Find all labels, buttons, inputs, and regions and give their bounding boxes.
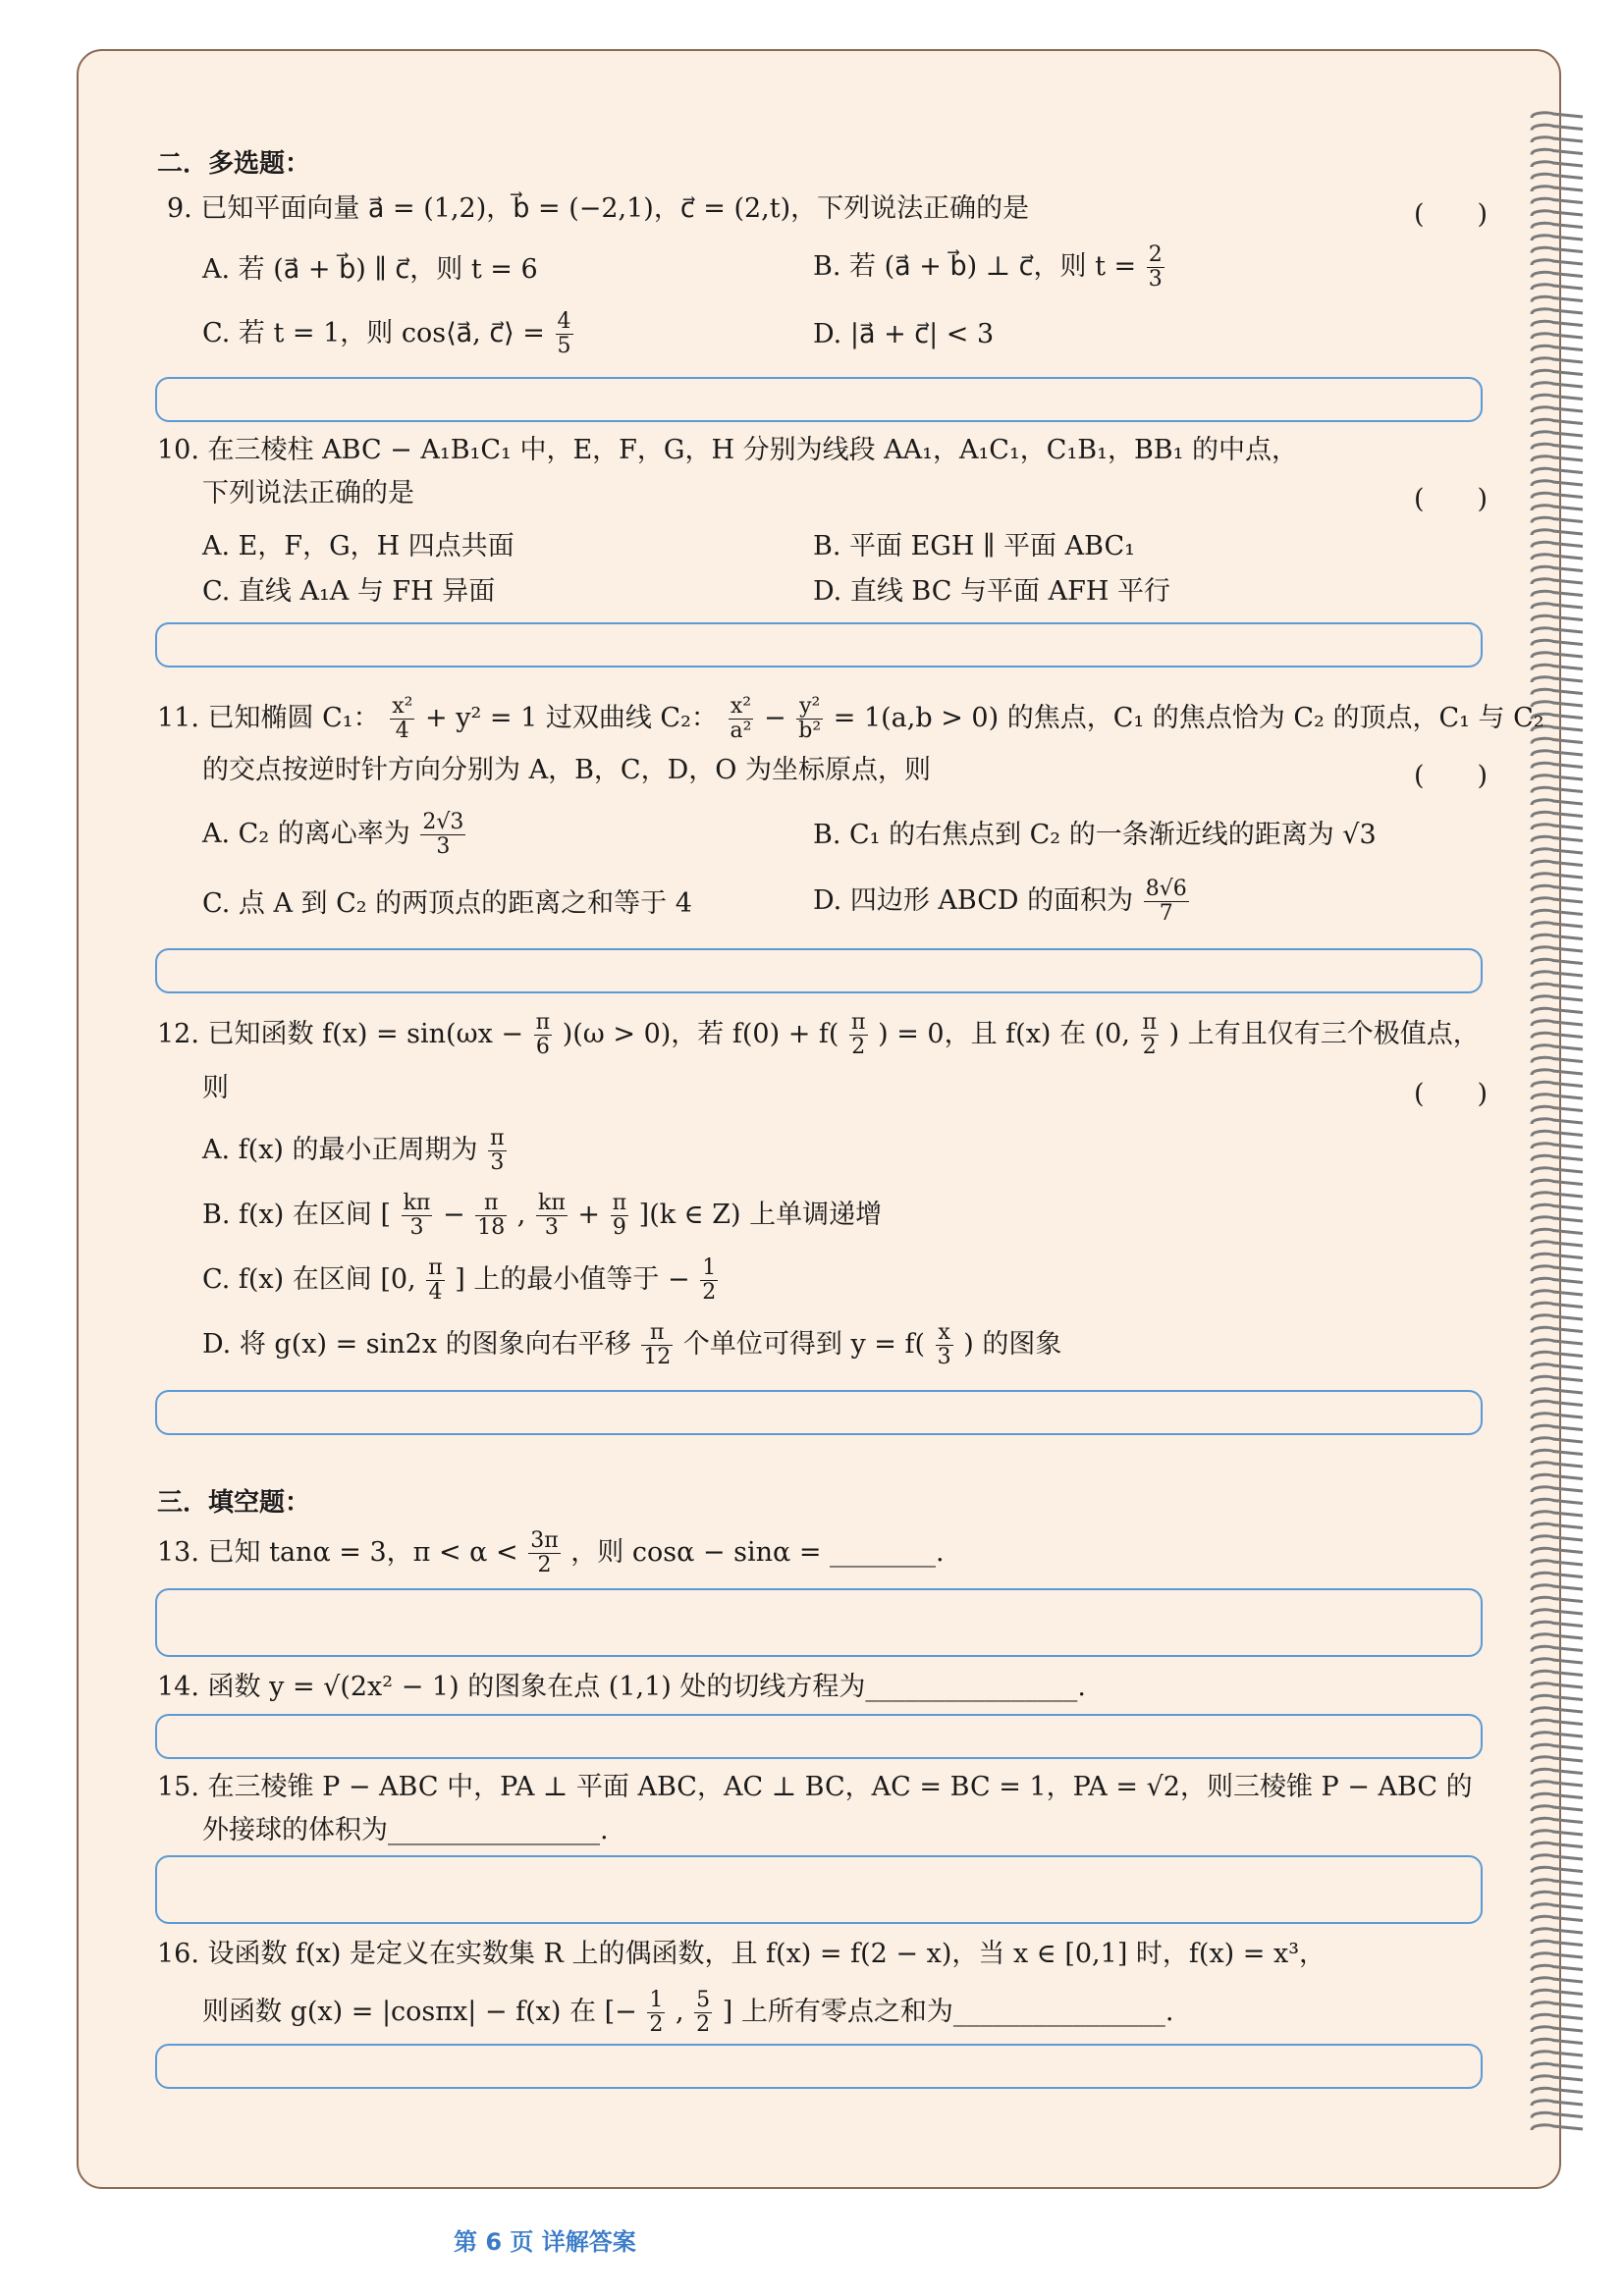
q9-answer-paren: ( ) (1414, 199, 1489, 230)
q12-stem-line1: 12. 已知函数 f(x) = sin(ωx − $\frac{\pi}{6}$ )(ω > 0)，若 f(0) + f( $\frac{\pi}{2}$ ) = 0，且 f(x) 在 (0, $\frac{\pi}{2}$ ) 上有且仅有三个极值点， (157, 1010, 1480, 1059)
q16-stem-line1: 16. 设函数 f(x) 是定义在实数集 R 上的偶函数，且 f(x) = f(2 − x)，当 x ∈ [0,1] 时，f(x) = x³， (157, 1939, 1326, 1969)
q9-answer-box[interactable] (155, 377, 1483, 422)
q11-option-d: D. 四边形 ABCD 的面积为 $\frac{8√6}{7}$ (813, 877, 1187, 926)
q11-option-c: C. 点 A 到 C₂ 的两顶点的距离之和等于 4 (202, 888, 692, 919)
q14-answer-box[interactable] (155, 1714, 1483, 1759)
q11-stem-line1: 11. 已知椭圆 C₁： $\frac{\text{x²}}{4}$ + y² = 1 过双曲线 C₂： $\frac{\text{x²}}{\text{a²}}$ − $\frac{\text{y²}}{\text{b²}}$ = 1(a,b > 0) 的焦点，C₁ 的焦点恰为 C₂ 的顶点，C₁ 与 C₂ (157, 694, 1544, 743)
q13-stem: 13. 已知 tanα = 3，π < α < $\frac{3\pi}{2}$ ，则 cosα − sinα = ________. (157, 1528, 945, 1577)
q11-stem-line2: 的交点按逆时针方向分别为 A，B，C，D，O 为坐标原点，则 (202, 755, 931, 785)
section-heading-fill-blank: 三．填空题： (157, 1488, 311, 1518)
q12-option-a: A. f(x) 的最小正周期为 $\frac{\pi}{3}$ (202, 1126, 505, 1175)
q10-stem-line2: 下列说法正确的是 (202, 478, 414, 508)
q12-answer-paren: ( ) (1414, 1079, 1489, 1109)
q11-option-a: A. C₂ 的离心率为 $\frac{2√3}{3}$ (202, 810, 464, 859)
q12-option-c: C. f(x) 在区间 [0, $\frac{\pi}{4}$ ] 上的最小值等于 − $\frac{1}{2}$ (202, 1255, 717, 1305)
q10-option-c: C. 直线 A₁A 与 FH 异面 (202, 576, 496, 607)
q12-option-b: B. f(x) 在区间 [ $\frac{k\pi}{3}$ − $\frac{\pi}{18}$ , $\frac{k\pi}{3}$ + $\frac{\pi}{9}$ ](k ∈ Z) 上单调递增 (202, 1191, 883, 1240)
q11-answer-box[interactable] (155, 948, 1483, 993)
q11-answer-paren: ( ) (1414, 761, 1489, 791)
q16-stem-line2: 则函数 g(x) = |cosπx| − f(x) 在 [− $\frac{1}{2}$ , $\frac{5}{2}$ ] 上所有零点之和为________________. (202, 1988, 1174, 2037)
q15-stem-line1: 15. 在三棱锥 P − ABC 中，PA ⊥ 平面 ABC，AC ⊥ BC，AC = BC = 1，PA = √2，则三棱锥 P − ABC 的 (157, 1772, 1473, 1802)
q11-option-b: B. C₁ 的右焦点到 C₂ 的一条渐近线的距离为 √3 (813, 820, 1377, 850)
q10-option-d: D. 直线 BC 与平面 AFH 平行 (813, 576, 1170, 607)
q14-stem: 14. 函数 y = √(2x² − 1) 的图象在点 (1,1) 处的切线方程为________________. (157, 1672, 1086, 1702)
q9-option-b: B. 若 (a⃗ + b⃗) ⊥ c⃗，则 t = $\frac{2}{3}$ (813, 242, 1163, 292)
q12-stem-line2: 则 (202, 1073, 229, 1103)
q9-option-a: A. 若 (a⃗ + b⃗) ∥ c⃗，则 t = 6 (202, 254, 538, 285)
section-heading-multiple-choice: 二．多选题： (157, 149, 311, 179)
q9-stem: 9. 已知平面向量 a⃗ = (1,2)，b⃗ = (−2,1)，c⃗ = (2,t)，下列说法正确的是 (167, 193, 1030, 224)
q12-option-d: D. 将 g(x) = sin2x 的图象向右平移 $\frac{\pi}{12}$ 个单位可得到 y = f( $\frac{x}{3}$ ) 的图象 (202, 1320, 1062, 1369)
q12-answer-box[interactable] (155, 1390, 1483, 1435)
q10-answer-box[interactable] (155, 622, 1483, 667)
q9-option-d: D. |a⃗ + c⃗| < 3 (813, 319, 995, 349)
q10-answer-paren: ( ) (1414, 484, 1489, 514)
q16-answer-box[interactable] (155, 2044, 1483, 2089)
q15-stem-line2: 外接球的体积为________________. (202, 1815, 609, 1845)
q13-answer-box[interactable] (155, 1588, 1483, 1657)
q10-option-b: B. 平面 EGH ∥ 平面 ABC₁ (813, 531, 1135, 561)
q10-stem-line1: 10. 在三棱柱 ABC − A₁B₁C₁ 中，E，F，G，H 分别为线段 AA₁，A₁C₁，C₁B₁，BB₁ 的中点， (157, 435, 1299, 465)
page-footer: 第 6 页 详解答案 (454, 2228, 636, 2256)
q9-option-c: C. 若 t = 1，则 cos⟨a⃗, c⃗⟩ = $\frac{4}{5}$ (202, 309, 571, 358)
q10-option-a: A. E，F，G，H 四点共面 (202, 531, 514, 561)
q15-answer-box[interactable] (155, 1855, 1483, 1924)
